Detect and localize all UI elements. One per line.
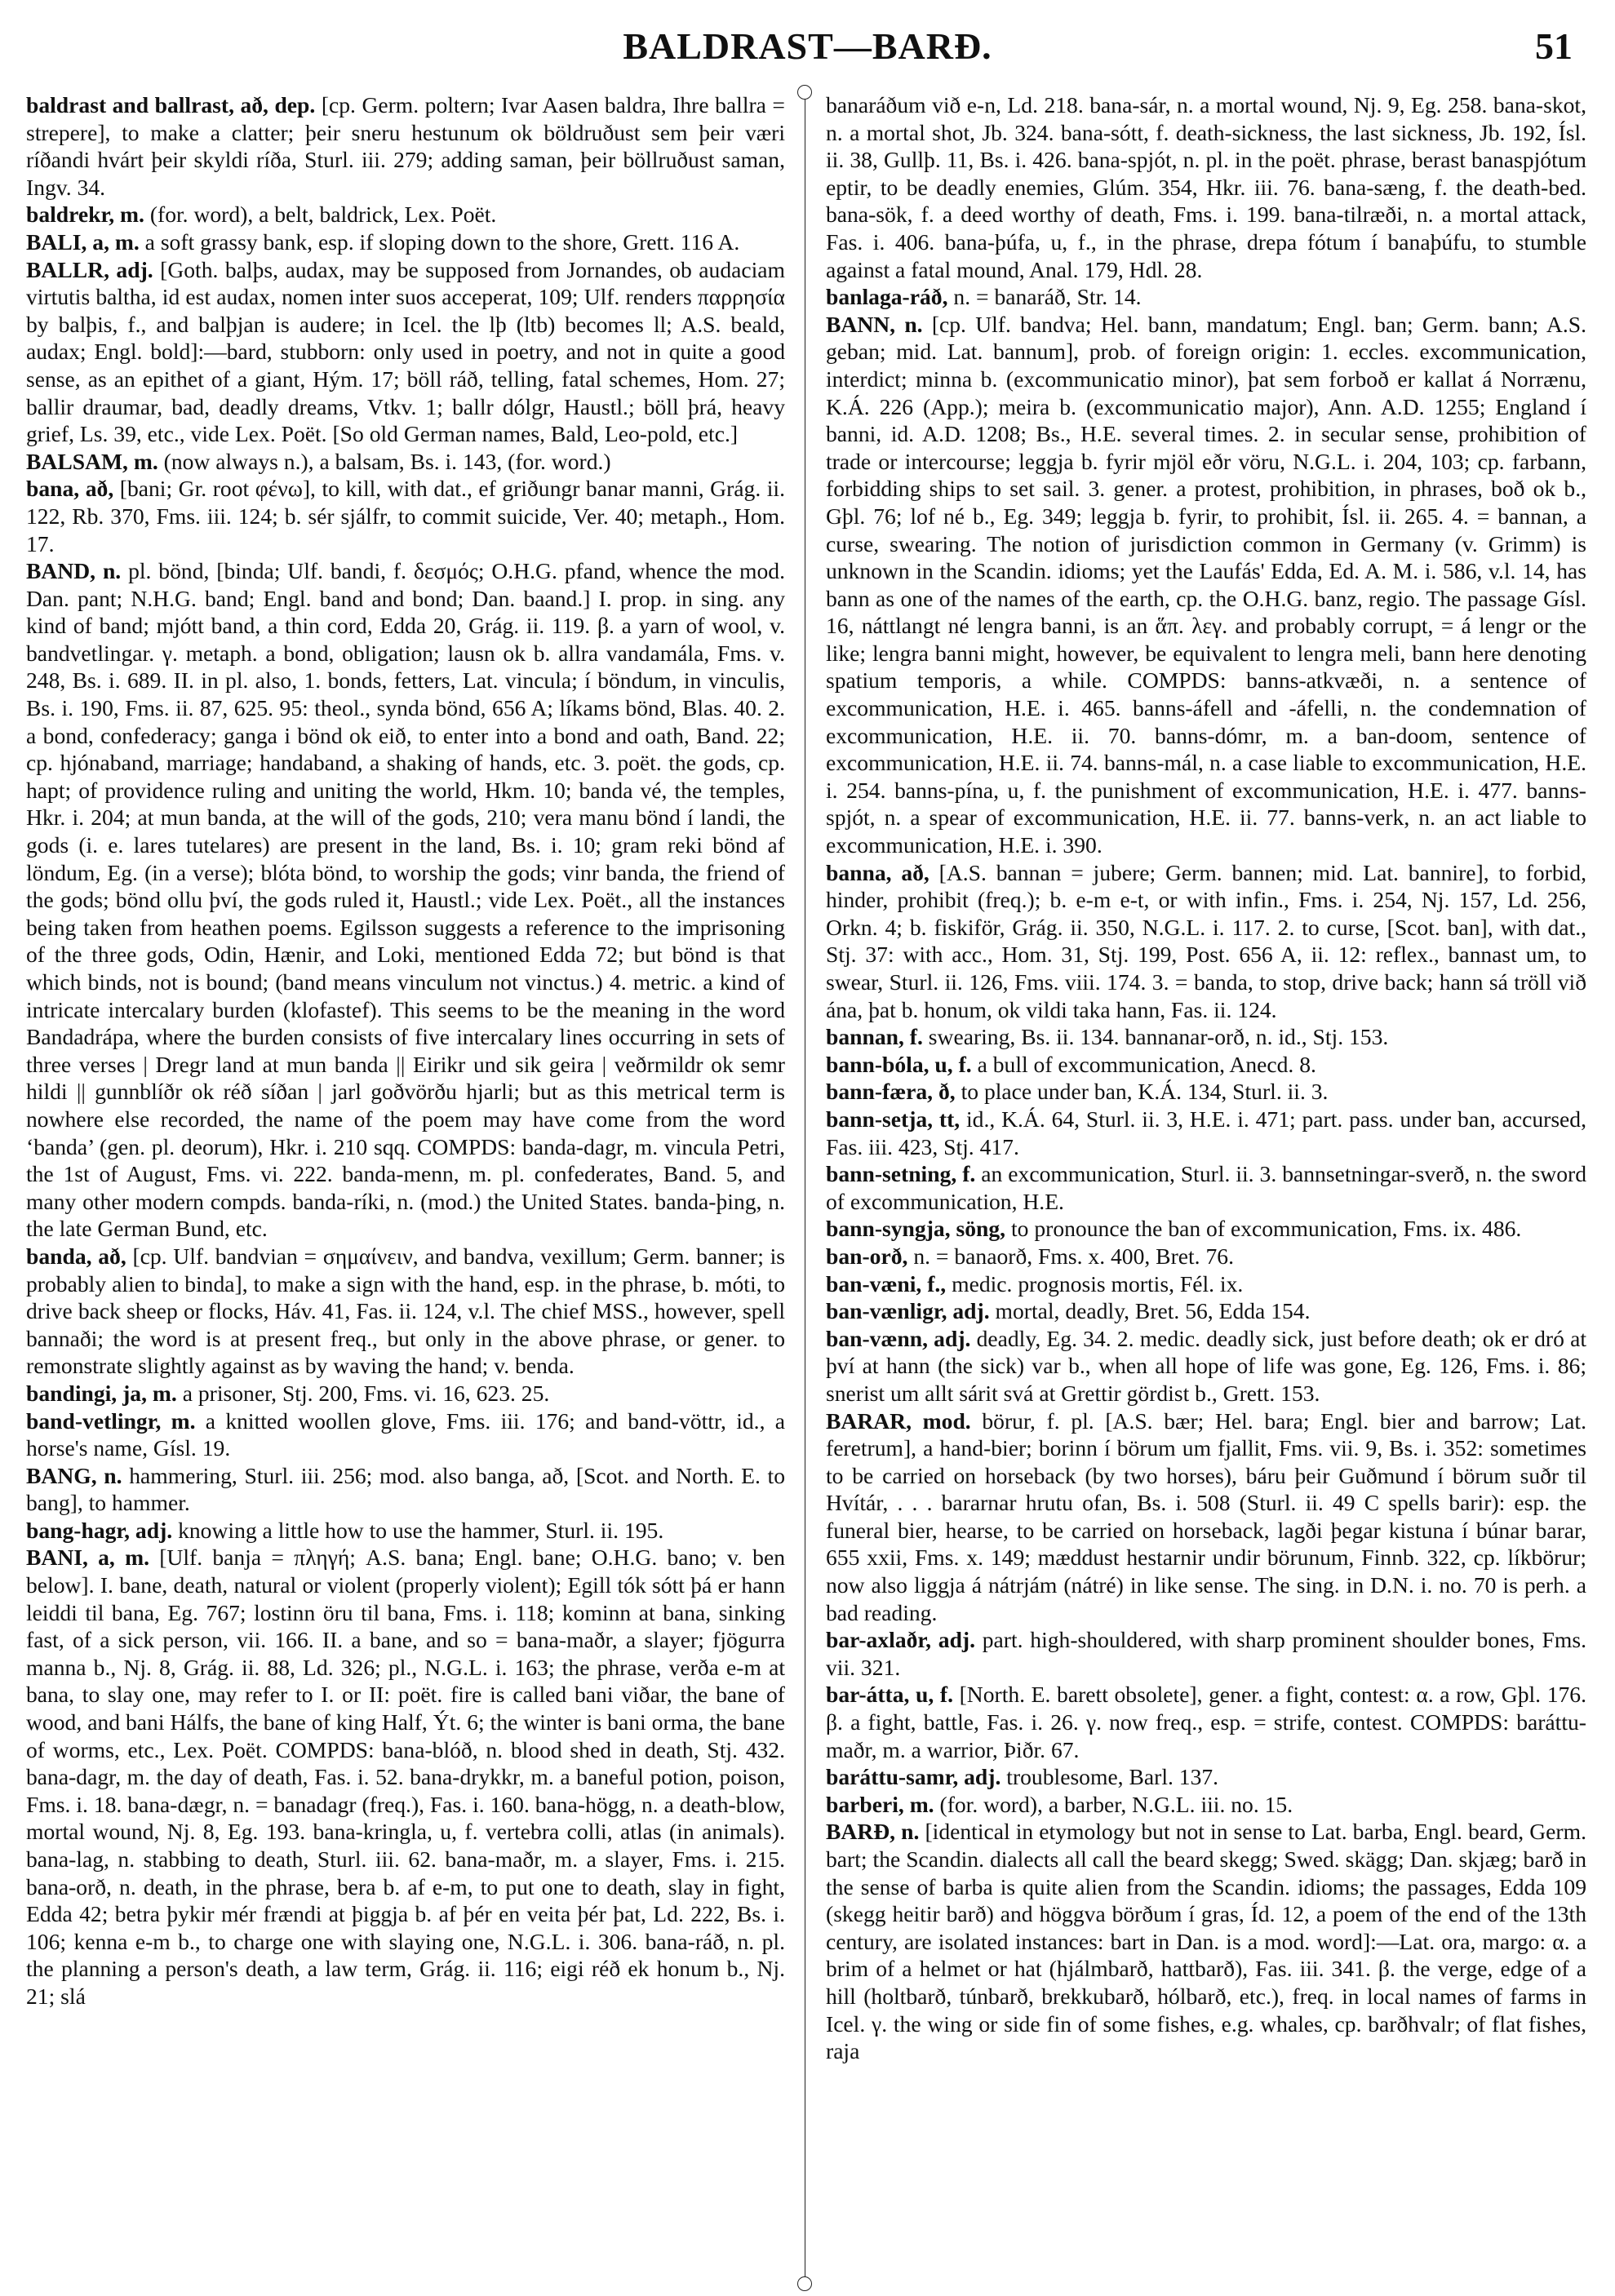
dictionary-entry [826,1763,1586,1791]
entry-headword: BALSAM, m. [26,448,158,474]
entry-headword: ban-vænligr, adj. [826,1298,990,1324]
dictionary-entry [826,1297,1586,1325]
entry-headword: ban-orð, [826,1243,908,1269]
entry-definition: börur, f. pl. [A.S. bær; Hel. bara; Engl. bier and barrow; Lat. feretrum], a hand-bier; borinn í börum um fjallit, Fms. vii. 9, Bs. i. 352: sometimes to be carried on horseback (by two horses), báru þeir Guðmund í börum suðr til Hvítár, . . . bararnar hrutu ofan, Bs. i. 508 (Sturl. ii. 49 C spells barir): esp. the funeral bier, hearse, to be carried on horseback, lagði þegar kistuna í búnar barar, 655 xxii, Fms. x. 149; mæddust hestarnir undir börunum, Finnb. 322, cp. líkbörur; now also liggja á nátrjám (nátré) in like sense. The sing. in D.N. i. no. 70 is perh. a bad reading. [826,1407,1586,1625]
entry-headword: BANI, a, m. [26,1545,149,1571]
dictionary-entry [26,1462,785,1517]
entry-headword: bana, að, [26,476,114,502]
dictionary-entry [26,557,785,1243]
entry-headword: bar-axlaðr, adj. [826,1627,975,1653]
entry-headword: bann-færa, ð, [826,1079,956,1105]
entry-definition: deadly, Eg. 34. 2. medic. deadly sick, just before death; ok er dró at því at hann (the sick) var b., when all hope of life was gone, Eg. 126, Fms. i. 86; snerist um allt sárit svá at Grettir gördist b., Grett. 153. [826,1325,1586,1406]
dictionary-entry [826,1681,1586,1763]
entry-definition: id., K.Á. 64, Sturl. ii. 3, H.E. i. 471; part. pass. under ban, accursed, Fas. iii. 423, Stj. 417. [826,1106,1586,1159]
page-title: BALDRAST—BARÐ. [623,25,992,67]
dictionary-entry [826,1407,1586,1627]
entry-definition: banaráðum við e-n, Ld. 218. bana-sár, n. a mortal wound, Nj. 9, Eg. 258. bana-skot, n. a mortal shot, Jb. 324. bana-sótt, f. death-sickness, the last sickness, Jb. 192, Ísl. ii. 38, Gullþ. 11, Bs. i. 426. bana-spjót, n. pl. in the poët. phrase, berast banaspjótum eptir, to be deadly enemies, Glúm. 354, Hkr. iii. 76. bana-sæng, f. the death-bed. bana-sök, f. a deed worthy of death, Fms. i. 199. bana-tilræði, n. a mortal attack, Fas. i. 406. bana-þúfa, u, f., in the phrase, drepa fótum í banaþúfu, to stumble against a fatal mound, Anal. 179, Hdl. 28. [826,92,1586,282]
entry-definition: mortal, deadly, Bret. 56, Edda 154. [995,1298,1311,1324]
entry-headword: bar-átta, u, f. [826,1682,953,1708]
dictionary-entry [826,91,1586,283]
entry-definition: [bani; Gr. root φένω], to kill, with dat., ef griðungr banar manni, Grág. ii. 122, Rb. 370, Fms. iii. 124; b. sér sjálfr, to commit suicide, Ver. 40; metaph., Hom. 17. [26,476,785,556]
dictionary-entry [826,1325,1586,1407]
entry-definition: to pronounce the ban of excommunication, Fms. ix. 486. [1010,1216,1522,1242]
entry-headword: bannan, f. [826,1024,923,1050]
entry-headword: banda, að, [26,1243,126,1269]
left-column [26,91,785,2286]
entry-headword: baldrekr, m. [26,202,144,228]
entry-headword: baráttu-samr, adj. [826,1764,1001,1790]
page-number: 51 [1535,25,1573,67]
entry-headword: bann-setning, f. [826,1161,976,1187]
entry-definition: pl. bönd, [binda; Ulf. bandi, f. δεσμός; O.H.G. pfand, whence the mod. Dan. pant; N.H.G. band; Engl. band and bond; Dan. baand.] I. prop. in sing. any kind of band; mjótt band, a thin cord, Edda 20, Grág. ii. 119. β. a yarn of wool, v. bandvetlingar. γ. metaph. a bond, obligation; lausn ok b. allra vandamála, Fms. v. 248, Bs. i. 689. II. in pl. also, 1. bonds, fetters, Lat. vincula; í böndum, in vinculis, Bs. i. 190, Fms. ii. 87, 625. 95: theol., synda bönd, 656 A; líkams bönd, Blas. 40. 2. a bond, confederacy; ganga i bönd ok eið, to enter into a bond and oath, Band. 22; cp. hjónaband, marriage; handaband, a shaking of hands, etc. 3. poët. the gods, cp. hapt; of providence ruling and uniting the world, Hkm. 10; banda vé, the temples, Hkr. i. 204; at mun banda, at the will of the gods, 210; vera manu bönd í landi, the gods (i. e. lares tutelares) are present in the land, Bs. i. 10; gram reki bönd af löndum, Eg. (in a verse); blóta bönd, to worship the gods; vinr banda, the friend of the gods; bönd ollu því, the gods ruled it, Haustl.; vide Lex. Poët., all the instances being taken from heathen poems. Egilsson suggests a reference to the imprisoning of the three gods, Odin, Hænir, and Loki, mentioned Edda 72; but bönd is that which binds, not is bound; (band means vinculum not vinctus.) 4. metric. a kind of intricate intercalary burden (klofastef). This seems to be the meaning in the word Bandadrápa, where the burden consists of five intercalary lines occurring in sets of three verses | Dregr land at mun banda || Eirikr und sik geira | veðrmildr ok semr hildi || gunnblíðr ok réð síðan | jarl goðvörðu hjarli; but as this metrical term is nowhere else recorded, the name of the poem may have come from the word ‘banda’ (gen. pl. deorum), Hkr. i. 210 sqq. COMPDS: banda-dagr, m. vincula Petri, the 1st of August, Fms. vi. 222. banda-menn, m. pl. confederates, Band. 5, and many other modern compds. banda-ríki, n. (mod.) the United States. banda-þing, n. the late German Bund, etc. [26,558,785,1242]
entry-headword: barberi, m. [826,1791,934,1817]
dictionary-entry [26,1380,785,1407]
entry-definition: medic. prognosis mortis, Fél. ix. [952,1270,1244,1296]
entry-headword: BALI, a, m. [26,228,140,255]
divider-bottom-ornament [797,2276,812,2291]
entry-headword: BANN, n. [826,311,923,337]
entry-headword: BAND, n. [26,558,122,584]
entry-headword: baldrast and ballrast, að, dep. [26,92,316,117]
dictionary-entry [26,448,785,476]
entry-definition: [North. E. barett obsolete], gener. a fight, contest: α. a row, Gþl. 176. β. a fight, battle, Fas. i. 26. γ. now freq., esp. = strife, contest. COMPDS: baráttu-maðr, m. a warrior, Þiðr. 67. [826,1682,1586,1762]
dictionary-entry [826,1270,1586,1298]
entry-definition: knowing a little how to use the hammer, Sturl. ii. 195. [178,1517,664,1543]
entry-definition: [cp. Ulf. bandvian = σημαίνειν, and bandva, vexillum; Germ. banner; is probably alien to binda], to make a sign with the hand, esp. in the phrase, b. móti, to drive back sheep or flocks, Háv. 41, Fas. ii. 124, v.l. The chief MSS., however, spell bannaði; the word is at present freq., but only in the above phrase, or gener. to remonstrate slightly against as by waving the hand; v. benda. [26,1243,785,1379]
dictionary-entry [26,228,785,256]
entry-headword: ban-vænn, adj. [826,1325,971,1351]
entry-definition: troublesome, Barl. 137. [1006,1764,1219,1790]
dictionary-entry [826,1791,1586,1819]
divider-top-ornament [797,85,812,100]
dictionary-entry [826,859,1586,1024]
entry-definition: (for. word), a belt, baldrick, Lex. Poët. [149,202,497,228]
entry-headword: banna, að, [826,859,930,885]
dictionary-entry [26,475,785,557]
entry-headword: BANG, n. [26,1462,122,1488]
dictionary-entry [26,1243,785,1380]
entry-headword: BARAR, mod. [826,1407,971,1434]
entry-definition: (now always n.), a balsam, Bs. i. 143, (for. word.) [163,448,611,474]
dictionary-entry [826,1023,1586,1051]
entry-headword: bann-bóla, u, f. [826,1051,972,1077]
dictionary-entry [826,1818,1586,2064]
dictionary-entry [26,1407,785,1462]
entry-definition: [A.S. bannan = jubere; Germ. bannen; mid. Lat. bannire], to forbid, hinder, prohibit (freq.); b. e-m e-t, or with infin., Fms. i. 254, Nj. 157, Ld. 256, Orkn. 4; b. fiskiför, Grág. ii. 350, N.G.L. i. 117. 2. to curse, [Scot. ban], with dat., Stj. 37: with acc., Hom. 31, Stj. 199, Post. 656 A, ii. 12: reflex., bannast um, to swear, Sturl. ii. 126, Fms. viii. 174. 3. = banda, to stop, drive back; hann sá tröll við ána, þat b. honum, ok vildi taka hann, Fas. ii. 124. [826,859,1586,1022]
entry-definition: n. = banaráð, Str. 14. [953,284,1142,310]
dictionary-entry [26,91,785,201]
entry-definition: [cp. Germ. poltern; Ivar Aasen baldra, Ihre ballra = strepere], to make a clatter; þeir sneru hestunum ok böldruðust sem þeir væri ríðandi hvárt þeir skyldi ríða, Sturl. iii. 279; adding saman, þeir böllruðust saman, Ingv. 34. [26,92,785,200]
entry-definition: a soft grassy bank, esp. if sloping down to the shore, Grett. 116 A. [144,228,740,255]
entry-definition: swearing, Bs. ii. 134. bannanar-orð, n. id., Stj. 153. [928,1024,1389,1050]
entry-headword: band-vetlingr, m. [26,1407,196,1434]
dictionary-entry [826,1051,1586,1079]
entry-headword: BALLR, adj. [26,256,153,282]
entry-headword: banlaga-ráð, [826,284,948,310]
entry-headword: bang-hagr, adj. [26,1517,173,1543]
dictionary-entry [826,1106,1586,1160]
entry-definition: a knitted woollen glove, Fms. iii. 176; and band-vöttr, id., a horse's name, Gísl. 19. [26,1407,785,1461]
entry-headword: ban-væni, f., [826,1270,947,1296]
dictionary-entry [826,283,1586,311]
entry-definition: a bull of excommunication, Anecd. 8. [977,1051,1316,1077]
right-column [826,91,1586,2286]
entry-definition: [Goth. balþs, audax, may be supposed from Jornandes, ob audaciam virtutis baltha, id est audax, nomen inter suos acceperat, 109; Ulf. renders παρρησία by balþis, f., and balþjan is audere; in Icel. the lþ (ltb) becomes ll; A.S. beald, audax; Engl. bold]:—bard, stubborn: only used in poetry, and not in quite a good sense, as an epithet of a giant, Hým. 17; böll ráð, telling, fatal schemes, Hom. 27; ballir draumar, bad, deadly dreams, Vtkv. 1; ballr dólgr, Haustl.; böll þrá, heavy grief, Ls. 39, etc., vide Lex. Poët. [So old German names, Bald, Leo-pold, etc.] [26,256,785,447]
dictionary-entry [826,1243,1586,1270]
entry-headword: bann-setja, tt, [826,1106,961,1132]
dictionary-entry [826,1215,1586,1243]
entry-headword: bandingi, ja, m. [26,1380,177,1406]
entry-definition: [identical in etymology but not in sense to Lat. barba, Engl. beard, Germ. bart; the Scandin. dialects all call the beard skegg; Swed. skägg; Dan. skjæg; barð in the sense of barba is quite alien from the Scandin. idioms; the passages, Edda 109 (skegg heitir barð) and höggva börðum í gras, Íd. 12, a poem of the end of the 13th century, are isolated instances: bart in Dan. is a mod. word]:—Lat. ora, margo: α. a brim of a helmet or hat (hjálmbarð, hattbarð), Fas. iii. 341. β. the verge, edge of a hill (holtbarð, túnbarð, brekkubarð, hólbarð, etc.), freq. in local names of farms in Icel. γ. the wing or side fin of some fishes, e.g. whales, cp. barðhvalr; of flat fishes, raja [826,1819,1586,2064]
dictionary-entry [826,311,1586,859]
dictionary-entry [26,201,785,228]
entry-definition: hammering, Sturl. iii. 256; mod. also banga, að, [Scot. and North. E. to bang], to hammer. [26,1462,785,1516]
entry-definition: part. high-shouldered, with sharp prominent shoulder bones, Fms. vii. 321. [826,1627,1586,1680]
dictionary-entry [826,1160,1586,1215]
dictionary-entry [26,1517,785,1545]
entry-definition: a prisoner, Stj. 200, Fms. vi. 16, 623. 25. [182,1380,550,1406]
entry-definition: n. = banaorð, Fms. x. 400, Bret. 76. [913,1243,1234,1269]
entry-definition: (for. word), a barber, N.G.L. iii. no. 15. [939,1791,1293,1817]
entry-definition: an excommunication, Sturl. ii. 3. bannsetningar-sverð, n. the sword of excommunication, H.E. [826,1161,1586,1214]
page-header [0,18,1615,75]
dictionary-entry [26,1544,785,2010]
entry-definition: to place under ban, K.Á. 134, Sturl. ii. 3. [961,1079,1329,1105]
dictionary-entry [26,256,785,448]
entry-definition: [cp. Ulf. bandva; Hel. bann, mandatum; Engl. ban; Germ. bann; A.S. geban; mid. Lat. bannum], prob. of foreign origin: 1. eccles. excommunication, interdict; minna b. (excommunicatio minor), þat sem forboð er kallat á Norrænu, K.Á. 226 (App.); meira b. (excommunicatio major), Ann. A.D. 1255; England í banni, id. A.D. 1208; Bs., H.E. several times. 2. in secular sense, prohibition of trade or intercourse; leggja b. fyrir mjöl eðr vöru, N.G.L. i. 204, 103; cp. farbann, forbidding ships to set sail. 3. gener. a protest, prohibition, in phrases, boð ok b., Gþl. 76; lof né b., Eg. 349; leggja b. fyrir, to prohibit, Ísl. ii. 265. 4. = bannan, a curse, swearing. The notion of jurisdiction common in Germany (v. Grimm) is unknown in the Scandin. idioms; yet the Laufás' Edda, Ed. A. M. i. 586, v.l. 14, has bann as one of the names of the earth, cp. the O.H.G. banz, regio. The passage Gísl. 16, náttlangt né lengra banni, is an ἅπ. λεγ. and probably corrupt, = á lengr or the like; lengra banni might, however, be equivalent to lengra meli, bann here denoting spatium temporis, a while. COMPDS: banns-atkvæði, n. a sentence of excommunication, H.E. i. 465. banns-áfell and -áfelli, n. the condemnation of excommunication, H.E. ii. 70. banns-dómr, m. a ban-doom, sentence of excommunication, H.E. ii. 74. banns-mál, n. a case liable to excommunication, H.E. i. 254. banns-pína, u, f. the punishment of excommunication, H.E. i. 477. banns-spjót, n. a spear of excommunication, H.E. ii. 77. banns-verk, n. an act liable to excommunication, H.E. i. 390. [826,311,1586,858]
entry-definition: [Ulf. banja = πληγή; A.S. bana; Engl. bane; O.H.G. bano; v. ben below]. I. bane, death, natural or violent (properly violent); Egill tók sótt þá er hann leiddi til bana, Eg. 767; lostinn öru til bana, Fms. i. 118; kominn at bana, sinking fast, of a sick person, vii. 166. II. a bane, and so = bana-maðr, a slayer; fjögurra manna b., Nj. 8, Grág. ii. 88, Ld. 326; pl., N.G.L. i. 163; the phrase, verða e-m at bana, to slay one, may refer to I. or II: poët. fire is called bani viðar, the bane of wood, and bani Hálfs, the bane of king Half, Ýt. 6; the winter is bani orma, the bane of worms, etc., Lex. Poët. COMPDS: bana-blóð, n. blood shed in death, Stj. 432. bana-dagr, m. the day of death, Fas. i. 52. bana-drykkr, m. a baneful potion, poison, Fms. i. 18. bana-dægr, n. = banadagr (freq.), Fas. i. 160. bana-högg, n. a death-blow, mortal wound, Nj. 8, Eg. 193. bana-kringla, u, f. vertebra colli, atlas (in animals). bana-lag, n. stabbing to death, Sturl. iii. 62. bana-maðr, m. a slayer, Fms. i. 215. bana-orð, n. death, in the phrase, bera b. af e-m, to put one to death, slay in fight, Edda 42; betra þykir mér frændi at þiggja b. af þér en veita þér þat, Ld. 222, Bs. i. 106; kenna e-m b., to charge one with slaying one, N.G.L. i. 306. bana-ráð, n. pl. the planning a person's death, a law term, Grág. ii. 116; eigi réð ek honum b., Nj. 21; slá [26,1545,785,2009]
dictionary-entry [826,1626,1586,1681]
entry-headword: BARÐ, n. [826,1819,920,1845]
dictionary-entry [826,1078,1586,1106]
entry-headword: bann-syngja, söng, [826,1216,1006,1242]
